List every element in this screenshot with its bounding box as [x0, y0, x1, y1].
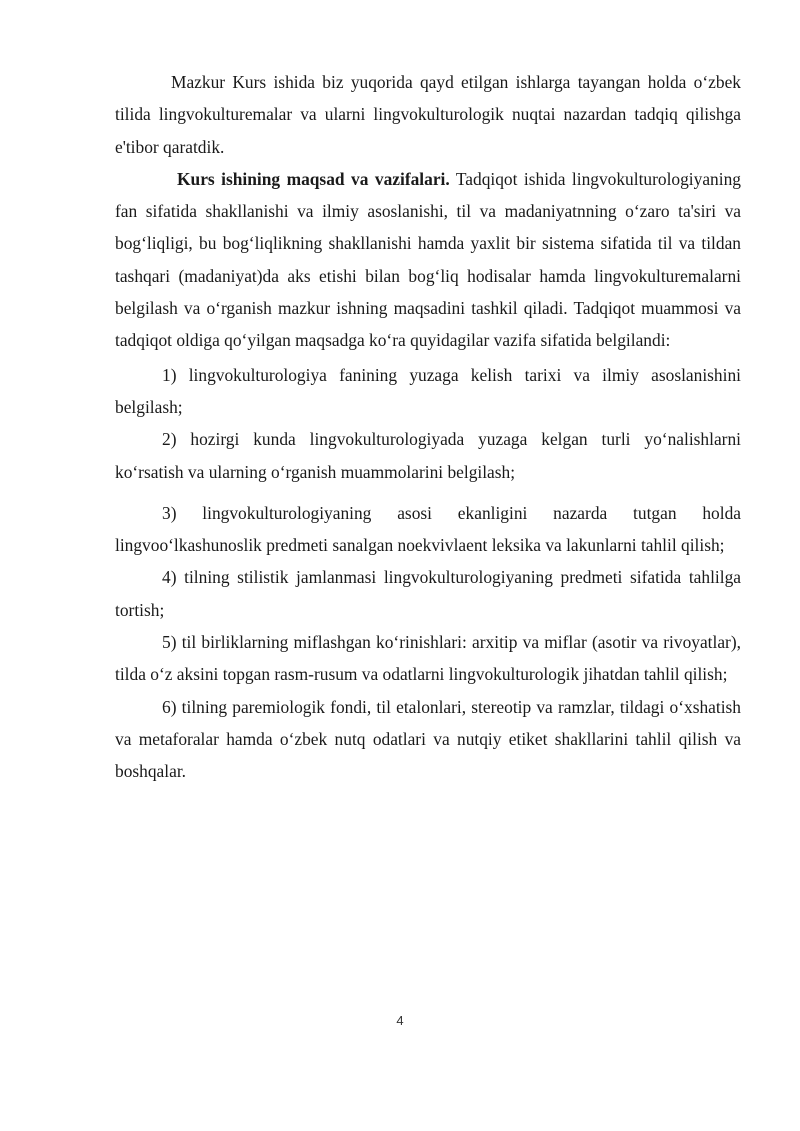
- intro-paragraph: Mazkur Kurs ishida biz yuqorida qayd etilgan ishlarga tayangan holda o‘zbek tilida lingvokulturemalar va ularni lingvokulturologik nuqtai nazardan tadqiq qilishga e'tibor qaratdik.: [115, 72, 741, 157]
- goals-text: Tadqiqot ishida lingvokulturologiyaning fan sifatida shakllanishi va ilmiy asoslanishi, til va madaniyatnning o‘zaro ta'siri va bog‘liqligi, bu bog‘liqlikning shakllanishi hamda yaxlit bir sistema sifatida til va tildan tashqari (madaniyat)da aks etishi bilan bog‘liq hodisalar hamda lingvokulturemalarni belgilash va o‘rganish mazkur ishning maqsadini tashkil qiladi. Tadqiqot muammosi va tadqiqot oldiga qo‘yilgan maqsadga ko‘ra quyidagilar vazifa sifatida belgilandi:: [115, 168, 741, 351]
- task-item-4: 4) tilning stilistik jamlanmasi lingvokulturologiyaning predmeti sifatida tahlilga tortish;: [115, 567, 741, 620]
- goals-paragraph: [115, 163, 741, 357]
- page-body: [115, 66, 741, 788]
- task-item-1: 1) lingvokulturologiya fanining yuzaga kelish tarixi va ilmiy asoslanishini belgilash;: [115, 364, 741, 417]
- goals-heading: Kurs ishining maqsad va vazifalari.: [177, 168, 450, 189]
- task-item-5: 5) til birliklarning miflashgan ko‘rinishlari: arxitip va miflar (asotir va rivoyatlar), tilda o‘z aksini topgan rasm-rusum va odatlarni lingvokulturologik jihatdan tahlil qilish;: [115, 632, 741, 685]
- page-number: 4: [396, 1013, 404, 1028]
- task-item-6: 6) tilning paremiologik fondi, til etalonlari, stereotip va ramzlar, tildagi o‘xshatish va metaforalar hamda o‘zbek nutq odatlari va nutqiy etiket shakllarini tahlil qilish va boshqalar.: [115, 696, 741, 782]
- task-item-3: 3) lingvokulturologiyaning asosi ekanligini nazarda tutgan holda lingvoo‘lkashunoslik predmeti sanalgan noekvivlaent leksika va lakunlarni tahlil qilish;: [115, 502, 741, 556]
- task-item-2: 2) hozirgi kunda lingvokulturologiyada yuzaga kelgan turli yo‘nalishlarni ko‘rsatish va ularning o‘rganish muammolarini belgilash;: [115, 429, 741, 482]
